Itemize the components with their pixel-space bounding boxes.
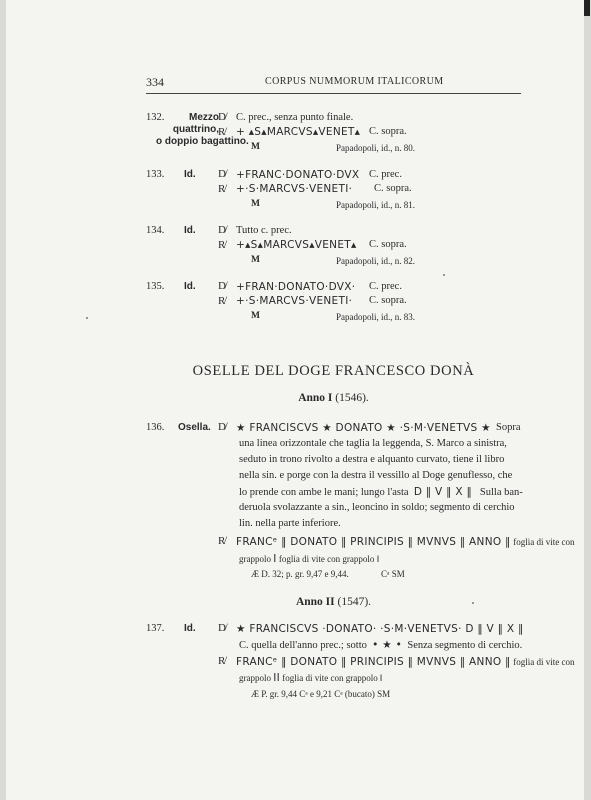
description-text: deruola svolazzante a sin., leoncino in soldo; segmento di cerchio	[239, 502, 515, 513]
denomination-label: Osella.	[178, 422, 211, 433]
description-text: seduto in trono rivolto a destra e alquanto curvato, tiene il libro	[239, 454, 505, 465]
obverse-legend: ★ FRANCISCVS ★ DONATO ★ ·S·M·VENETVS ★	[236, 422, 491, 434]
reverse-legend: FRANCᵉ ‖ DONATO ‖ PRINCIPIS ‖ MVNVS ‖ ANNO ‖	[236, 656, 511, 668]
reverse-note: foglia di vite con grappolo ‖	[282, 673, 383, 683]
entry-number: 133.	[146, 169, 165, 180]
staff-legend: D ‖ V ‖ X ‖	[413, 486, 473, 498]
reverse-legend: II	[273, 672, 281, 684]
obverse-note: C. prec.	[369, 169, 402, 180]
mark-legend: • ★ •	[372, 639, 403, 651]
reverse-symbol: R̸	[218, 126, 226, 138]
obverse-symbol: D̸	[218, 168, 226, 180]
obverse-note: C. prec.	[369, 281, 402, 292]
description-text: lo prende con ambe le mani; lungo l'asta	[239, 487, 409, 498]
reverse-note: C. sopra.	[369, 239, 407, 250]
reverse-legend: +·S·MARCVS·VENETI·	[236, 183, 353, 195]
denomination-label: Mezzo quattrino, o doppio bagattino.	[156, 112, 249, 147]
reverse-symbol: R̸	[218, 239, 226, 251]
metal-weight: Æ D. 32; p. gr. 9,47 e 9,44.	[251, 569, 349, 579]
year-label: Anno I	[298, 392, 333, 404]
page-number: 334	[146, 75, 164, 89]
reference: Papadopoli, id., n. 80.	[336, 143, 415, 153]
metal-weight: Æ P. gr. 9,44 Cᵃ e 9,21 Cᵃ (bucato) SM	[251, 689, 391, 699]
obverse-symbol: D̸	[218, 111, 226, 123]
description-text: Sulla ban-	[479, 487, 523, 498]
obverse-description: C. prec., senza punto finale.	[236, 112, 354, 123]
obverse-description: Tutto c. prec.	[236, 225, 292, 236]
denomination-label: Id.	[184, 623, 196, 634]
description-text	[239, 486, 523, 498]
entry-number: 134.	[146, 225, 165, 236]
metal-mark: M	[251, 255, 260, 265]
reference: Papadopoli, id., n. 83.	[336, 312, 415, 322]
description-text: una linea orizzontale che taglia la leggenda, S. Marco a sinistra,	[239, 438, 507, 449]
reverse-legend: + ▴S▴MARCVS▴VENET▴	[236, 126, 361, 138]
reverse-legend: +·S·MARCVS·VENETI·	[236, 295, 353, 307]
metal-mark: M	[251, 199, 260, 209]
entry-number: 135.	[146, 281, 165, 292]
reverse-legend: +▴S▴MARCVS▴VENET▴	[236, 239, 357, 251]
reverse-legend: I	[273, 553, 277, 565]
reverse-note: grappolo	[239, 554, 271, 564]
obverse-legend: +FRAN·DONATO·DVX·	[236, 281, 356, 293]
header-rule	[146, 93, 521, 94]
obverse-symbol: D̸	[218, 224, 226, 236]
year-heading	[146, 392, 521, 404]
reverse-note: foglia di vite con grappolo ‖	[278, 554, 380, 564]
description-text: C. quella dell'anno prec.; sotto	[239, 640, 367, 651]
description-text: nella sin. e porge con la destra il vessillo al Doge genuflesso, che	[239, 470, 513, 481]
reverse-note: C. sopra.	[369, 295, 407, 306]
description-line	[239, 639, 522, 651]
reverse-symbol: R̸	[218, 655, 226, 667]
reverse-note: C. sopra.	[374, 183, 412, 194]
entry-number: 132.	[146, 112, 165, 123]
reverse-symbol: R̸	[218, 295, 226, 307]
running-title: CORPUS NUMMORUM ITALICORUM	[265, 76, 444, 87]
reverse-legend: FRANCᵉ ‖ DONATO ‖ PRINCIPIS ‖ MVNVS ‖ ANNO ‖	[236, 536, 511, 548]
denomination-label: Id.	[184, 281, 196, 292]
reverse-symbol: R̸	[218, 183, 226, 195]
year-value: (1546).	[335, 392, 369, 404]
obverse-legend: +FRANC·DONATO·DVX	[236, 169, 360, 181]
reverse-note: foglia di vite con	[513, 537, 575, 547]
year-heading	[146, 596, 521, 608]
entry-number: 136.	[146, 422, 165, 433]
obverse-symbol: D̸	[218, 622, 226, 634]
year-value: (1547).	[337, 596, 372, 608]
reverse-note: C. sopra.	[369, 126, 407, 137]
obverse-symbol: D̸	[218, 280, 226, 292]
scan-speck	[443, 274, 445, 276]
scan-corner	[584, 0, 590, 16]
entry-number: 137.	[146, 623, 165, 634]
description-text: lin. nella parte inferiore.	[239, 518, 341, 529]
scan-speck	[86, 317, 88, 319]
obverse-legend: ★ FRANCISCVS ·DONATO· ·S·M·VENETVS· D ‖ V ‖ X ‖	[236, 623, 524, 635]
denomination-label: Id.	[184, 225, 196, 236]
reverse-note-line	[239, 672, 383, 684]
description-text: Sopra	[496, 422, 521, 433]
reverse-symbol: R̸	[218, 535, 226, 547]
obverse-symbol: D̸	[218, 421, 226, 433]
reverse-line	[236, 656, 574, 668]
description-text: Senza segmento di cerchio.	[407, 640, 523, 651]
reverse-line	[236, 536, 574, 548]
reference: Papadopoli, id., n. 81.	[336, 200, 415, 210]
reverse-note: grappolo	[239, 673, 271, 683]
section-title: OSELLE DEL DOGE FRANCESCO DONÀ	[192, 363, 475, 379]
collection: Cᵃ SM	[381, 569, 405, 579]
reference: Papadopoli, id., n. 82.	[336, 256, 415, 266]
scan-speck	[472, 602, 474, 604]
page	[6, 0, 584, 800]
reverse-note: foglia di vite con	[513, 657, 575, 667]
reverse-note-line	[239, 553, 379, 565]
metal-mark: M	[251, 142, 260, 152]
metal-mark: M	[251, 311, 260, 321]
denomination-label: Id.	[184, 169, 196, 180]
year-label: Anno II	[295, 596, 335, 608]
